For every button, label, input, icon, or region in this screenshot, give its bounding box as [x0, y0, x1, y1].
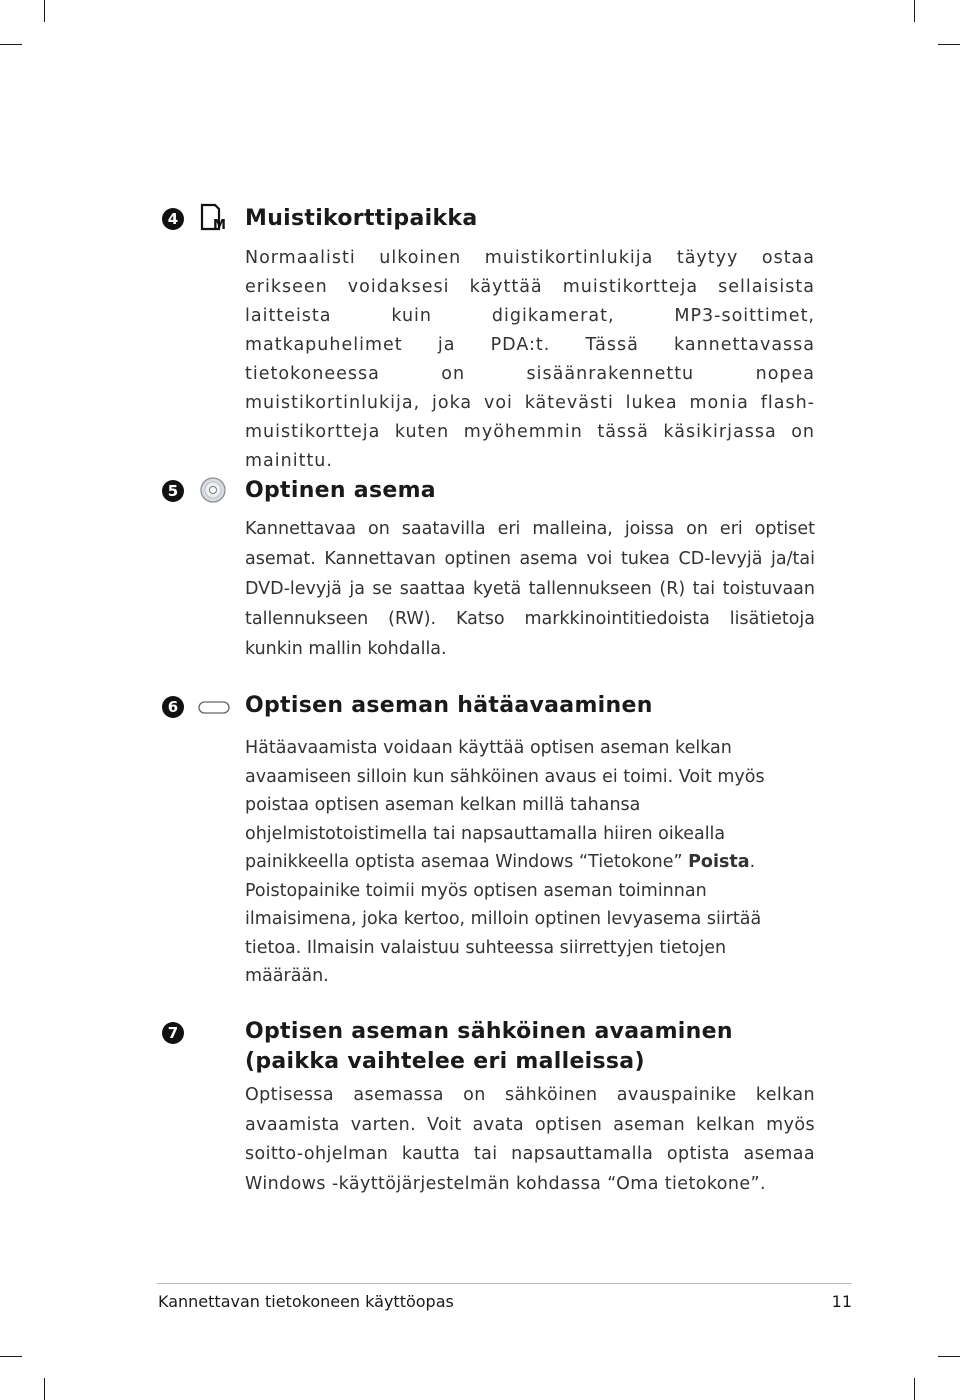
footer-rule — [157, 1283, 852, 1284]
section-body — [245, 734, 805, 991]
section-number: 5 — [162, 480, 184, 502]
section-body: Optisessa asemassa on sähköinen avauspainike kelkan avaamista varten. Voit avata optisen aseman kelkan myös soitto-ohjelman kautta tai napsauttamalla optista asemaa Windows -käyttöjärjestelmän kohdassa “Oma tietokone”. — [245, 1085, 815, 1194]
section-number: 7 — [162, 1022, 184, 1044]
eject-hole-icon — [198, 700, 230, 720]
section-title: Optinen asema — [245, 478, 436, 503]
section-title: Optisen aseman hätäavaaminen — [245, 693, 653, 718]
crop-mark — [938, 44, 960, 45]
memory-card-icon-label: M — [213, 218, 226, 232]
optical-disc-icon — [198, 475, 228, 509]
section-title-line: Optisen aseman sähköinen avaaminen — [245, 1019, 733, 1044]
body-text: Hätäavaamista voidaan käyttää optisen aseman kelkan avaamiseen silloin kun sähköinen avaus ei toimi. Voit myös poistaa optisen aseman kelkan millä tahansa ohjelmistotoistimella tai napsauttamalla hiiren oikealla painikkeella optista asemaa Windows “Tietokone” — [245, 738, 765, 872]
crop-mark — [44, 1378, 45, 1400]
section-body: Normaalisti ulkoinen muistikortinlukija täytyy ostaa erikseen voidaksesi käyttää muistikortteja sellaisista laitteista kuin digikamerat, MP3-soittimet, matkapuhelimet ja PDA:t. Tässä kannettavassa tietokoneessa on sisäänrakennettu nopea muistikortinlukija, joka voi kätevästi lukea monia flash-muistikortteja kuten myöhemmin tässä käsikirjassa on mainittu. — [245, 248, 815, 471]
section-number: 4 — [162, 208, 184, 230]
crop-mark — [938, 1356, 960, 1357]
crop-mark — [0, 1356, 22, 1357]
page-number: 11 — [831, 1292, 852, 1311]
crop-mark — [914, 1378, 915, 1400]
section-title: Muistikorttipaikka — [245, 206, 478, 231]
poista-label: Poista — [688, 852, 750, 872]
section-number: 6 — [162, 696, 184, 718]
section-subtitle-line: (paikka vaihtelee eri malleissa) — [245, 1049, 645, 1074]
section-body: Kannettavaa on saatavilla eri malleina, joissa on eri optiset asemat. Kannettavan optinen asema voi tukea CD-levyjä ja/tai DVD-levyjä ja se saattaa kyetä tallennukseen (R) tai toistuvaan tallennukseen (RW). Katso markkinointitiedoista lisätietoja kunkin mallin kohdalla. — [245, 519, 815, 659]
crop-mark — [0, 44, 22, 45]
crop-mark — [914, 0, 915, 22]
memory-card-icon — [198, 202, 228, 236]
section-title — [245, 1017, 733, 1077]
crop-mark — [44, 0, 45, 22]
footer-title: Kannettavan tietokoneen käyttöopas — [158, 1292, 454, 1311]
body-text: . Poistopainike toimii myös optisen aseman toiminnan ilmaisimena, joka kertoo, milloin optinen levyasema siirtää tietoa. Ilmaisin valaistuu suhteessa siirrettyjen tietojen määrään. — [245, 852, 762, 986]
